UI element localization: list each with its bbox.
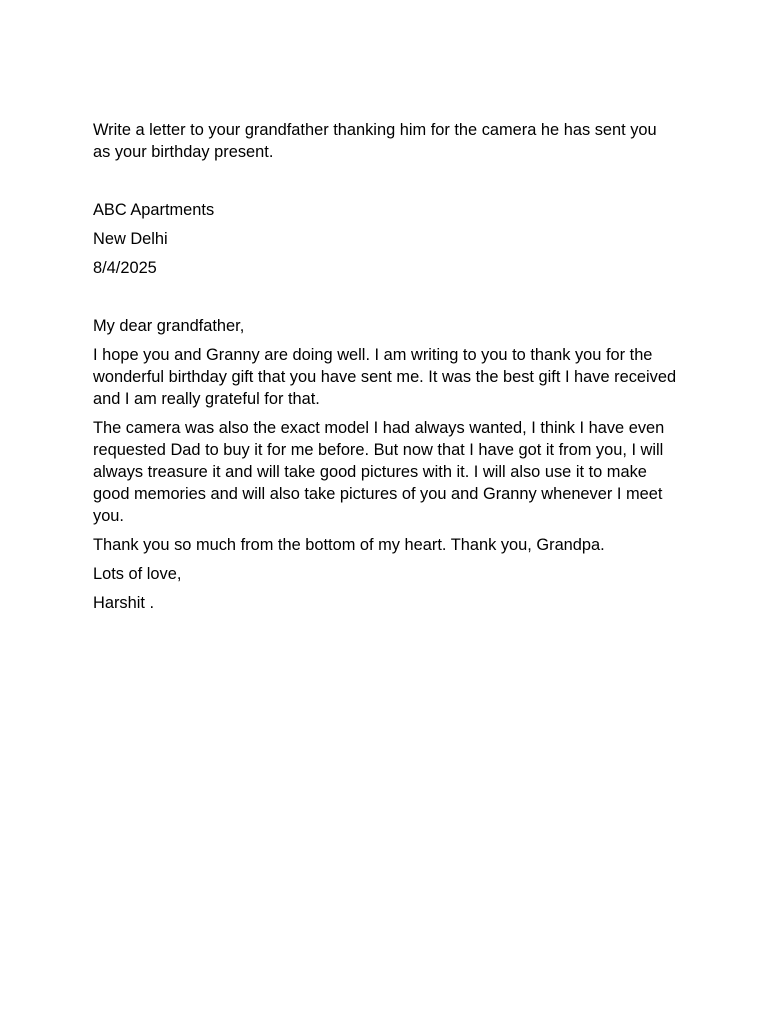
body-paragraph-3: Thank you so much from the bottom of my heart. Thank you, Grandpa. xyxy=(93,536,605,554)
document-page xyxy=(93,119,678,614)
address-line-2: New Delhi xyxy=(93,230,168,248)
closing: Lots of love, xyxy=(93,565,182,583)
signature: Harshit . xyxy=(93,594,155,612)
address-line-1: ABC Apartments xyxy=(93,201,215,219)
letter-prompt: Write a letter to your grandfather thanking him for the camera he has sent you as your birthday present. xyxy=(93,121,657,161)
body-paragraph-1: I hope you and Granny are doing well. I am writing to you to thank you for the wonderful birthday gift that you have sent me. It was the best gift I have received and I am really grateful for that. xyxy=(93,346,677,408)
letter-date: 8/4/2025 xyxy=(93,259,157,277)
salutation: My dear grandfather, xyxy=(93,317,245,335)
body-paragraph-2: The camera was also the exact model I had always wanted, I think I have even requested Dad to buy it for me before. But now that I have got it from you, I will always treasure it and will take good pictures with it. I will also use it to make good memories and will also take pictures of you and Granny whenever I meet you. xyxy=(93,419,665,525)
